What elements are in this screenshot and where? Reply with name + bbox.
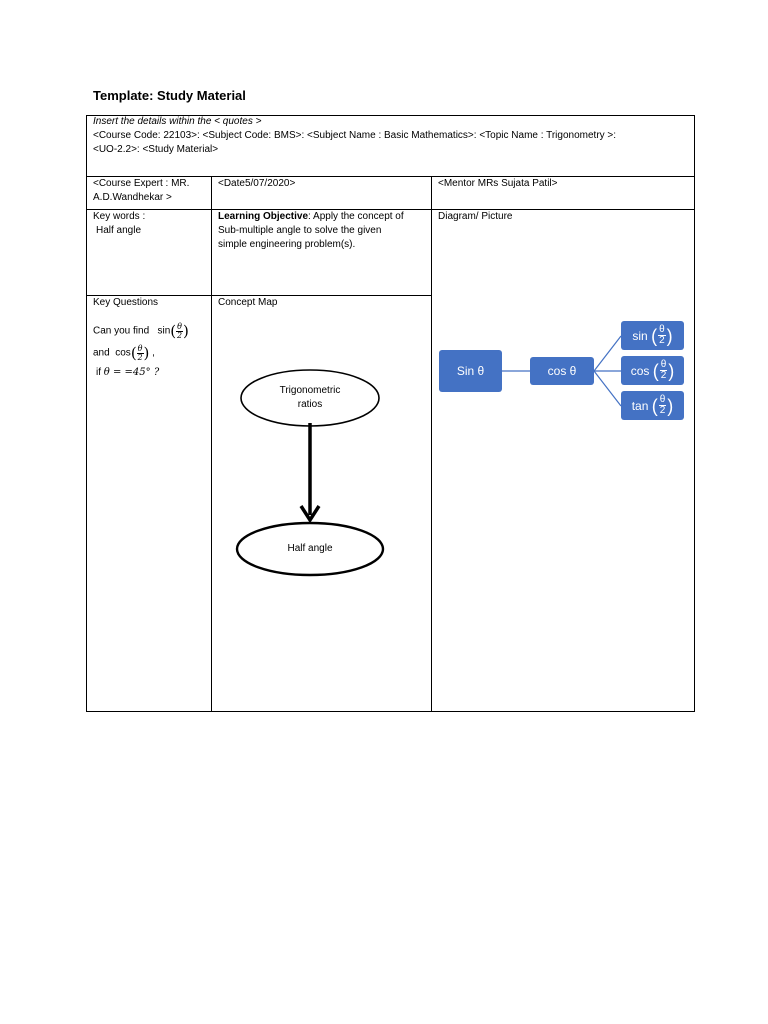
paren-left: ( [170,322,177,340]
question-if: if [96,367,101,378]
course-details-line1: <Course Code: 22103>: <Subject Code: BMS>: <Subject Name : Basic Mathematics>: <Topic Name : Trigonometry >: [93,130,617,141]
paren-right: ) [182,322,189,340]
header-cell [93,115,688,157]
page-title: Template: Study Material [93,88,246,103]
concept-map-label: Concept Map [218,297,278,308]
half-theta-fraction: $\frac{\theta}{2}$ [177,321,183,340]
keywords-cell [93,210,208,238]
key-questions-label: Key Questions [93,297,159,308]
tan-half-box: tan ( θ 2 ) [621,391,684,420]
table-border-left [86,115,87,712]
paren-left: ( [130,344,137,362]
learning-objective-text-1: : Apply the concept of [308,211,404,222]
col-divider-2 [431,176,432,712]
connector-cos-tan-half [594,371,621,406]
node-half-angle-text: Half angle [287,543,333,554]
sin-theta-box: Sin θ [439,350,502,392]
key-question-line3 [96,366,159,380]
diagram-label: Diagram/ Picture [438,211,513,222]
node-trig-ratios-text: Trigonometric ratios [279,385,341,410]
learning-objective-label: Learning Objective [218,211,309,222]
table-border-bottom [86,711,695,712]
mentor-cell: <Mentor MRs Sujata Patil> [438,178,558,189]
learning-objective-cell [218,210,428,252]
date-cell: <Date5/07/2020> [218,178,296,189]
course-expert-line1: <Course Expert : MR. [93,178,190,189]
question-condition: θ = =45° ? [103,367,160,378]
keywords-label: Key words : [93,211,146,222]
paren-right: ) [143,344,150,362]
question-and: and [93,347,110,359]
course-expert-line2: A.D.Wandhekar > [93,192,172,203]
question-prefix: Can you find [93,325,150,337]
course-details-line2: <UO-2.2>: <Study Material> [93,144,219,155]
half-theta-fraction: $\frac{\theta}{2}$ [137,343,143,362]
cos-theta-box: cos θ [530,357,594,385]
sin-half-box: sin ( θ 2 ) [621,321,684,350]
learning-objective-text-3: simple engineering problem(s). [218,239,356,250]
table-border-right [694,115,695,712]
course-expert-cell [93,177,208,205]
connector-cos-sin-half [594,336,621,371]
key-question-line2: and cos( $\frac{\theta}{2}$ ) , [93,343,155,362]
cos-half-box: cos ( θ 2 ) [621,356,684,385]
key-question-line1 [93,320,189,343]
instruction-text: Insert the details within the < quotes > [93,116,262,127]
learning-objective-text-2: Sub-multiple angle to solve the given [218,225,382,236]
question-cos: cos [115,347,131,359]
keywords-value: Half angle [96,225,142,236]
question-sin: sin [157,325,171,337]
